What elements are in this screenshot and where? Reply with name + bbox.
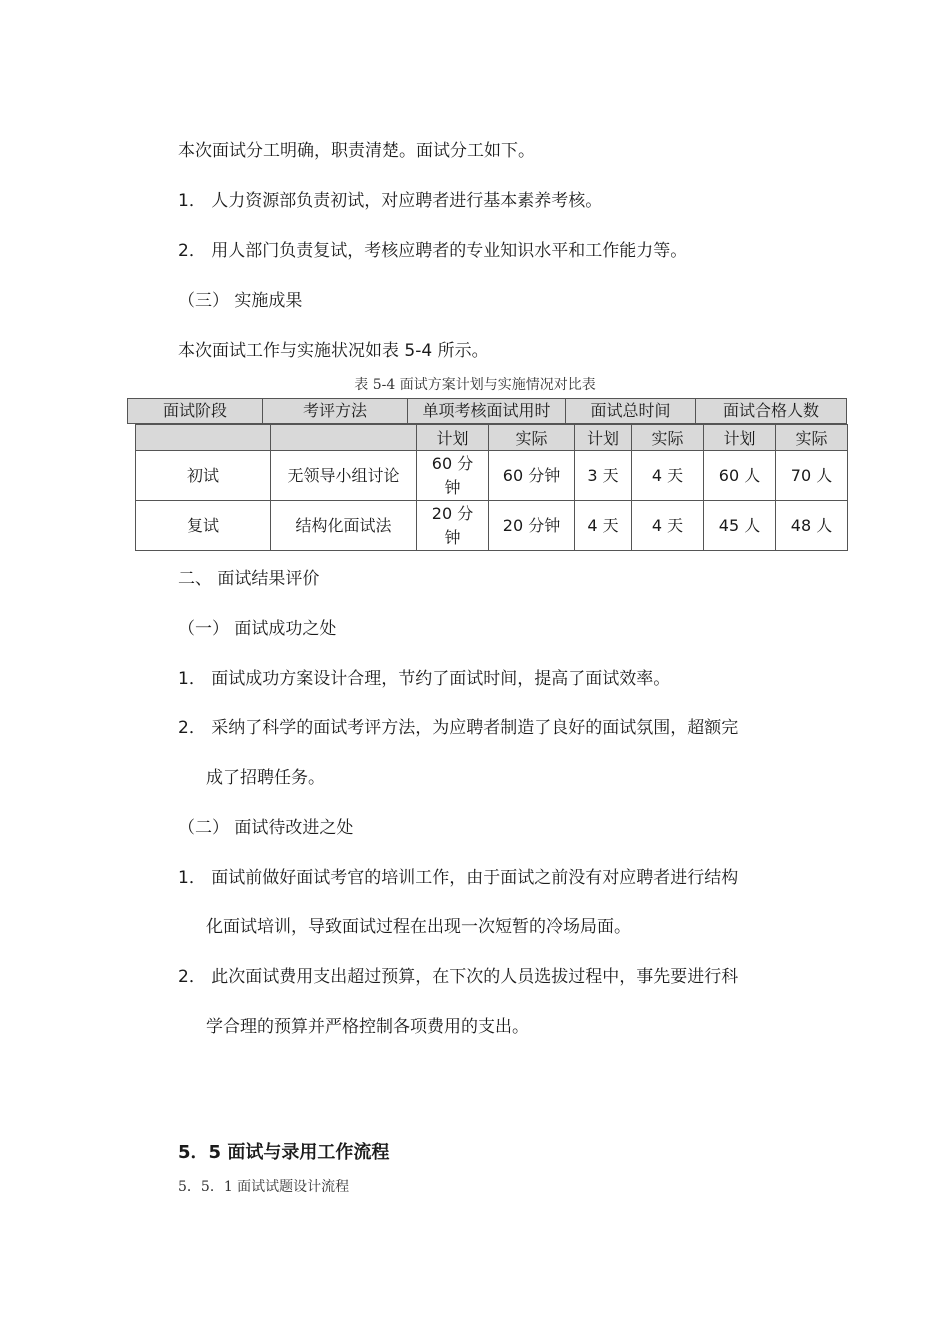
header-method: 考评方法 [263,399,408,423]
section-subtitle: 5．5．1 面试试题设计流程 [178,1179,350,1195]
cell-method: 结构化面试法 [271,501,417,551]
cell-total-actual: 4 天 [632,451,704,501]
cell-pass-plan: 60 人 [704,451,776,501]
list-item-success-2-cont: 成了招聘任务。 [206,768,325,788]
subheader-actual: 实际 [632,425,704,451]
list-item-improve-2-cont: 学合理的预算并严格控制各项费用的支出。 [206,1017,529,1037]
subheader-actual: 实际 [489,425,575,451]
cell-total-plan: 3 天 [575,451,632,501]
header-single-time: 单项考核面试用时 [408,399,566,423]
cell-stage: 初试 [136,451,271,501]
comparison-table [135,424,848,551]
cell-single-plan [417,501,489,551]
cell-total-plan: 4 天 [575,501,632,551]
cell-single-plan-line2: 钟 [444,527,461,547]
table-subheader-row [136,425,848,451]
cell-method: 无领导小组讨论 [271,451,417,501]
header-stage: 面试阶段 [128,399,263,423]
cell-pass-plan: 45 人 [704,501,776,551]
heading-successes: （一） 面试成功之处 [178,619,337,639]
list-item-improve-1: 1． 面试前做好面试考官的培训工作，由于面试之前没有对应聘者进行结构 [178,868,739,888]
section-title: 5．5 面试与录用工作流程 [178,1142,390,1163]
list-item-improve-1-cont: 化面试培训，导致面试过程在出现一次短暂的冷场局面。 [206,917,631,937]
list-item-hr-first-round: 1． 人力资源部负责初试，对应聘者进行基本素养考核。 [178,191,603,211]
table-row [136,451,848,501]
list-item-success-2: 2． 采纳了科学的面试考评方法，为应聘者制造了良好的面试氛围，超额完 [178,718,739,738]
cell-single-plan-line2: 钟 [444,477,461,497]
paragraph-intro: 本次面试分工明确，职责清楚。面试分工如下。 [178,141,535,161]
cell-single-plan [417,451,489,501]
subheader-plan: 计划 [575,425,632,451]
heading-improvements: （二） 面试待改进之处 [178,818,354,838]
subheader-empty [271,425,417,451]
cell-single-plan-line1: 60 分 [431,453,474,473]
paragraph-table-reference: 本次面试工作与实施状况如表 5-4 所示。 [178,341,489,361]
table-caption: 表 5-4 面试方案计划与实施情况对比表 [354,377,596,393]
heading-evaluation: 二、 面试结果评价 [178,569,320,589]
cell-single-actual: 60 分钟 [489,451,575,501]
subheader-plan: 计划 [417,425,489,451]
subheader-actual: 实际 [776,425,848,451]
table-header-row [127,398,847,424]
cell-single-actual: 20 分钟 [489,501,575,551]
list-item-improve-2: 2． 此次面试费用支出超过预算，在下次的人员选拔过程中，事先要进行科 [178,967,739,987]
list-item-dept-second-round: 2． 用人部门负责复试，考核应聘者的专业知识水平和工作能力等。 [178,241,688,261]
list-item-success-1: 1． 面试成功方案设计合理，节约了面试时间，提高了面试效率。 [178,669,671,689]
cell-pass-actual: 70 人 [776,451,848,501]
header-total-time: 面试总时间 [566,399,696,423]
subheader-empty [136,425,271,451]
cell-pass-actual: 48 人 [776,501,848,551]
cell-total-actual: 4 天 [632,501,704,551]
table-row [136,501,848,551]
cell-single-plan-line1: 20 分 [431,503,474,523]
header-pass-count: 面试合格人数 [722,401,819,420]
heading-implementation-results: （三） 实施成果 [178,291,303,311]
cell-stage: 复试 [136,501,271,551]
subheader-plan: 计划 [704,425,776,451]
